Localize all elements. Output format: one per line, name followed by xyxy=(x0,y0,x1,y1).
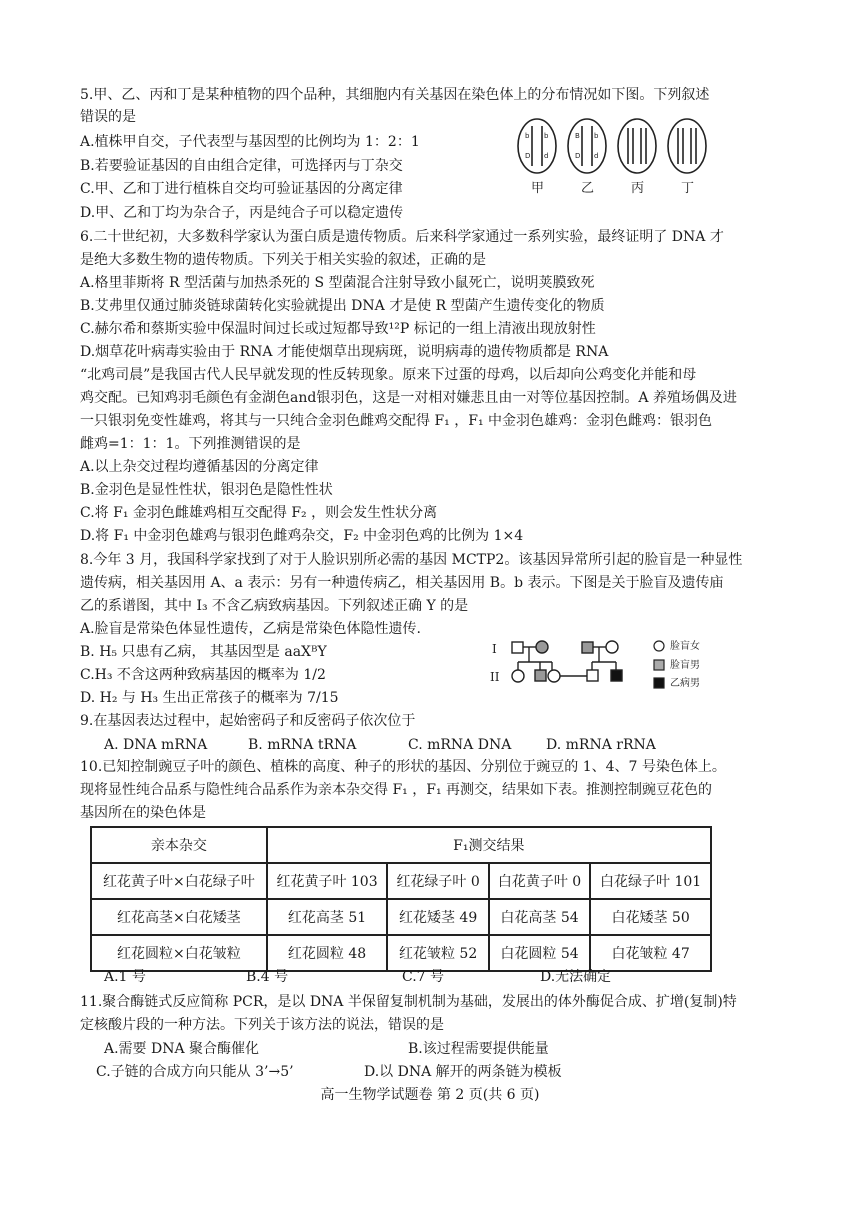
table-row xyxy=(91,899,711,935)
legend-facial-blind-male: 脸盲男 xyxy=(670,660,700,671)
q8-stem-line2: 遗传病，相关基因用 A、a 表示：另有一种遗传病乙，相关基因用 B。b 表示。下图是关于脸盲及遗传庙 xyxy=(80,575,724,591)
q6-option-d: D.烟草花叶病毒实验由于 RNA 才能使烟草出现病斑，说明病毒的遗传物质都是 RNA xyxy=(80,344,609,360)
table-cell: 白花皱粒 47 xyxy=(590,935,711,971)
fig-label-bing: 丙 xyxy=(631,181,645,196)
q7-stem-line1: “北鸡司晨”是我国古代人民早就发现的性反转现象。原来下过蛋的母鸡，以后却向公鸡变化并能和母 xyxy=(80,367,697,383)
q5-option-a: A.植株甲自交，子代表型与基因型的比例均为 1：2：1 xyxy=(80,134,420,150)
q5-option-c: C.甲、乙和丁进行植株自交均可验证基因的分离定律 xyxy=(80,181,403,197)
table-cell: 红花圆粒 48 xyxy=(267,935,388,971)
q6-option-c: C.赫尔希和蔡斯实验中保温时间过长或过短都导致¹²P 标记的一组上清液出现放射性 xyxy=(80,321,596,337)
q5-stem-line2: 错误的是 xyxy=(80,109,136,125)
table-cell: 白花圆粒 54 xyxy=(489,935,590,971)
cross-results-table xyxy=(90,826,712,972)
fig-label-yi: 乙 xyxy=(581,181,595,196)
q8-option-c: C.H₃ 不含这两种致病基因的概率为 1/2 xyxy=(80,667,326,683)
table-cell: 红花黄子叶 103 xyxy=(267,863,388,899)
q7-stem-line4: 雌鸡=1：1：1。下列推测错误的是 xyxy=(80,436,301,452)
q6-option-b: B.艾弗里仅通过肺炎链球菌转化实验就提出 DNA 才是使 R 型菌产生遗传变化的物质 xyxy=(80,298,605,314)
q10-option-c: C.7 号 xyxy=(402,969,445,985)
q10-option-b: B.4 号 xyxy=(246,969,289,985)
table-cell: 红花矮茎 49 xyxy=(387,899,488,935)
pedigree-legend-symbols xyxy=(652,640,666,692)
q10-option-a: A.1 号 xyxy=(104,969,146,985)
q11-stem-line2: 定核酸片段的一种方法。下列关于该方法的说法，错误的是 xyxy=(80,1017,444,1033)
q7-stem-line3: 一只银羽免变性雄鸡，将其与一只纯合金羽色雌鸡交配得 F₁ ，F₁ 中金羽色雄鸡：金羽色雌鸡：银羽色 xyxy=(80,413,713,429)
q6-stem-line1: 6.二十世纪初，大多数科学家认为蛋白质是遗传物质。后来科学家通过一系列实验，最终证明了 DNA 才 xyxy=(80,229,724,245)
q9-stem: 9.在基因表达过程中，起始密码子和反密码子依次位于 xyxy=(80,713,416,729)
svg-text:b: b xyxy=(525,132,530,140)
q7-option-c: C.将 F₁ 金羽色雌雄鸡相互交配得 F₂ ，则会发生性状分离 xyxy=(80,505,438,521)
q6-option-a: A.格里菲斯将 R 型活菌与加热杀死的 S 型菌混合注射导致小鼠死亡，说明荚膜致死 xyxy=(80,275,595,291)
table-cell: 白花高茎 54 xyxy=(489,899,590,935)
q5-option-d: D.甲、乙和丁均为杂合子，丙是纯合子可以稳定遗传 xyxy=(80,205,404,221)
q5-stem-line1: 5.甲、乙、丙和丁是某种植物的四个品种，其细胞内有关基因在染色体上的分布情况如下图。下列叙述 xyxy=(80,87,710,103)
generation-label-1: I xyxy=(492,642,497,656)
table-cell: 红花绿子叶 0 xyxy=(387,863,488,899)
chromosome-figure xyxy=(512,112,712,198)
svg-text:D: D xyxy=(525,152,531,160)
fig-label-jia: 甲 xyxy=(531,181,545,196)
q9-option-a: A. DNA mRNA xyxy=(104,737,208,753)
q8-option-b: B. H₅ 只患有乙病， 其基因型是 aaXᴮY xyxy=(80,644,327,660)
q8-option-a: A.脸盲是常染色体显性遗传，乙病是常染色体隐性遗传. xyxy=(80,621,422,637)
fig-label-ding: 丁 xyxy=(681,181,695,196)
q10-stem-line1: 10.已知控制豌豆子叶的颜色、植株的高度、种子的形状的基因、分别位于豌豆的 1、4、7 号染色体上。 xyxy=(80,759,726,775)
q7-option-a: A.以上杂交过程均遵循基因的分离定律 xyxy=(80,459,319,475)
q10-stem-line3: 基因所在的染色体是 xyxy=(80,805,206,821)
q9-option-c: C. mRNA DNA xyxy=(408,737,512,753)
table-cell: 红花高茎 51 xyxy=(267,899,388,935)
table-cell: 红花黄子叶×白花绿子叶 xyxy=(91,863,267,899)
q6-stem-line2: 是绝大多数生物的遗传物质。下列关于相关实验的叙述，正确的是 xyxy=(80,252,486,268)
q7-option-b: B.金羽色是显性性状，银羽色是隐性性状 xyxy=(80,482,333,498)
table-cell: 红花圆粒×白花皱粒 xyxy=(91,935,267,971)
table-row xyxy=(91,863,711,899)
page-footer: 高一生物学试题卷 第 2 页(共 6 页) xyxy=(320,1087,540,1103)
svg-text:B: B xyxy=(575,132,580,140)
q10-option-d: D.无法确定 xyxy=(540,969,612,985)
q11-option-d: D.以 DNA 解开的两条链为模板 xyxy=(364,1064,562,1080)
q7-option-d: D.将 F₁ 中金羽色雄鸡与银羽色雌鸡杂交，F₂ 中金羽色鸡的比例为 1×4 xyxy=(80,528,524,544)
q11-option-b: B.该过程需要提供能量 xyxy=(408,1041,549,1057)
table-cell: 红花皱粒 52 xyxy=(387,935,488,971)
generation-label-2: II xyxy=(490,670,500,684)
svg-text:b: b xyxy=(594,132,599,140)
q5-option-b: B.若要验证基因的自由组合定律，可选择丙与丁杂交 xyxy=(80,158,403,174)
svg-text:d: d xyxy=(594,152,599,160)
q11-stem-line1: 11.聚合酶链式反应简称 PCR，是以 DNA 半保留复制机制为基础，发展出的体外酶促合成、扩增(复制)特 xyxy=(80,994,737,1010)
table-row xyxy=(91,935,711,971)
table-cell: 白花绿子叶 101 xyxy=(590,863,711,899)
legend-disease-b-male: 乙病男 xyxy=(670,678,700,689)
legend-facial-blind-female: 脸盲女 xyxy=(670,641,700,652)
table-header-row xyxy=(91,827,711,863)
q10-stem-line2: 现将显性纯合品系与隐性纯合品系作为亲本杂交得 F₁ ，F₁ 再测交，结果如下表。推测控制豌豆花色的 xyxy=(80,782,713,798)
table-cell: 白花黄子叶 0 xyxy=(489,863,590,899)
pedigree-chart xyxy=(490,636,650,692)
q8-option-d: D. H₂ 与 H₃ 生出正常孩子的概率为 7/15 xyxy=(80,690,339,706)
q9-option-b: B. mRNA tRNA xyxy=(248,737,357,753)
q8-stem-line3: 乙的系谱图，其中 I₃ 不含乙病致病基因。下列叙述正确 Y 的是 xyxy=(80,598,469,614)
q7-stem-line2: 鸡交配。已知鸡羽毛颜色有金湖色and银羽色，这是一对相对嫌悲且由一对等位基因控制。A 养殖场偶及进 xyxy=(80,390,737,406)
q9-option-d: D. mRNA rRNA xyxy=(546,737,656,753)
svg-text:b: b xyxy=(544,132,549,140)
header-testcross-results: F₁测交结果 xyxy=(267,827,711,863)
q11-option-a: A.需要 DNA 聚合酶催化 xyxy=(104,1041,260,1057)
header-parent-cross: 亲本杂交 xyxy=(91,827,267,863)
svg-text:d: d xyxy=(544,152,549,160)
table-cell: 红花高茎×白花矮茎 xyxy=(91,899,267,935)
table-cell: 白花矮茎 50 xyxy=(590,899,711,935)
q8-stem-line1: 8.今年 3 月，我国科学家找到了对于人脸识别所必需的基因 MCTP2。该基因异常所引起的脸盲是一种显性 xyxy=(80,552,743,568)
q11-option-c: C.子链的合成方向只能从 3’→5’ xyxy=(96,1064,294,1080)
svg-text:D: D xyxy=(575,152,581,160)
